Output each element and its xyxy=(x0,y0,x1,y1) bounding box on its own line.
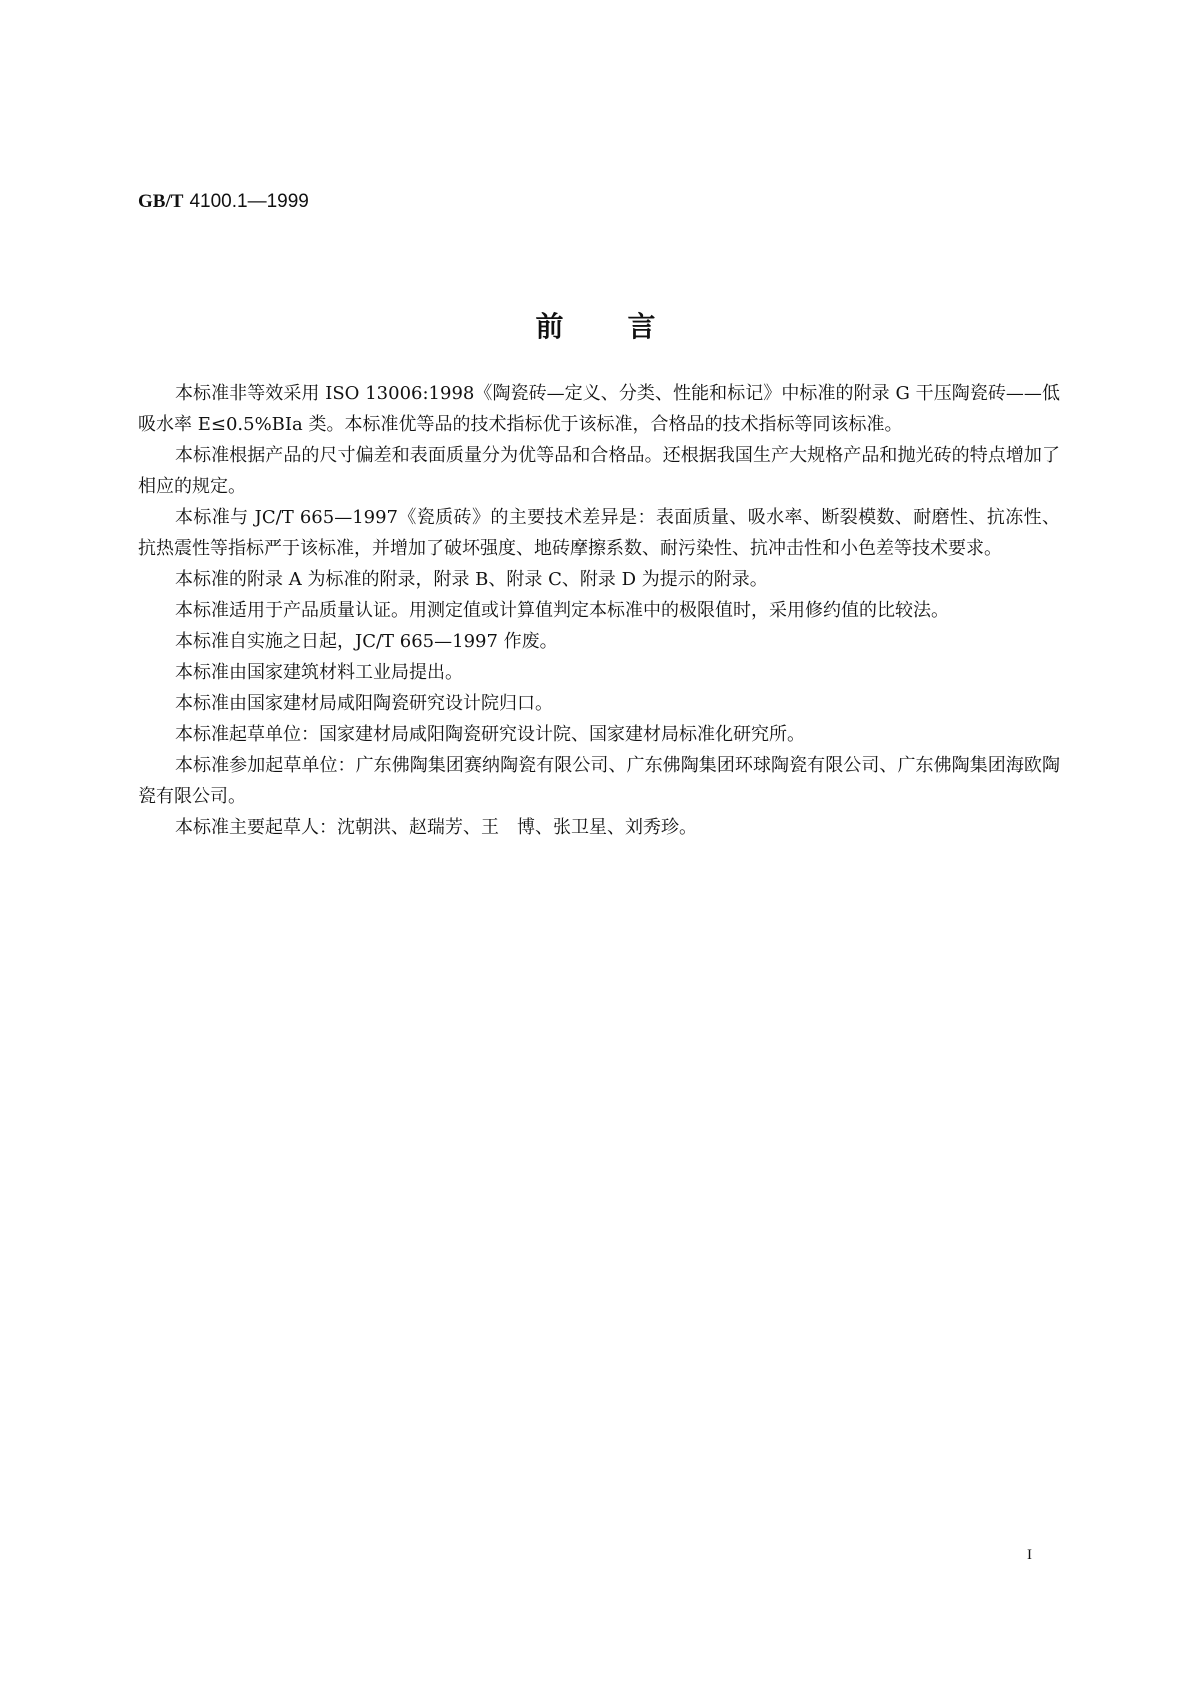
page-title: 前言 xyxy=(535,310,720,343)
paragraph-adoption: 本标准非等效采用 ISO 13006:1998《陶瓷砖—定义、分类、性能和标记》中标准的附录 G 干压陶瓷砖——低吸水率 E≤0.5%BⅠa 类。本标准优等品的技术指标优于该标准，合格品的技术指标等同该标准。 xyxy=(138,383,1060,435)
paragraph-centralized-by: 本标准由国家建材局咸阳陶瓷研究设计院归口。 xyxy=(175,693,553,714)
foreword-body xyxy=(138,378,1060,843)
standard-code-number: 4100.1—1999 xyxy=(189,191,309,212)
paragraph-grading: 本标准根据产品的尺寸偏差和表面质量分为优等品和合格品。还根据我国生产大规格产品和抛光砖的特点增加了相应的规定。 xyxy=(138,445,1060,497)
paragraph-certification: 本标准适用于产品质量认证。用测定值或计算值判定本标准中的极限值时，采用修约值的比较法。 xyxy=(175,600,949,621)
standard-code xyxy=(138,188,309,215)
paragraph-proposer: 本标准由国家建筑材料工业局提出。 xyxy=(175,662,463,683)
paragraph-participating-units: 本标准参加起草单位：广东佛陶集团赛纳陶瓷有限公司、广东佛陶集团环球陶瓷有限公司、广东佛陶集团海欧陶瓷有限公司。 xyxy=(138,755,1060,807)
paragraph-drafters: 本标准主要起草人：沈朝洪、赵瑞芳、王 博、张卫星、刘秀珍。 xyxy=(175,817,697,838)
paragraph-appendices: 本标准的附录 A 为标准的附录，附录 B、附录 C、附录 D 为提示的附录。 xyxy=(175,569,768,590)
paragraph-differences: 本标准与 JC/T 665—1997《瓷质砖》的主要技术差异是：表面质量、吸水率、断裂模数、耐磨性、抗冻性、抗热震性等指标严于该标准，并增加了破坏强度、地砖摩擦系数、耐污染性、抗冲击性和小色差等技术要求。 xyxy=(138,507,1060,559)
page-number: I xyxy=(1027,1547,1032,1563)
standard-code-prefix: GB/T xyxy=(138,191,184,212)
paragraph-drafting-units: 本标准起草单位：国家建材局咸阳陶瓷研究设计院、国家建材局标准化研究所。 xyxy=(175,724,805,745)
paragraph-supersedes: 本标准自实施之日起，JC/T 665—1997 作废。 xyxy=(175,631,558,652)
